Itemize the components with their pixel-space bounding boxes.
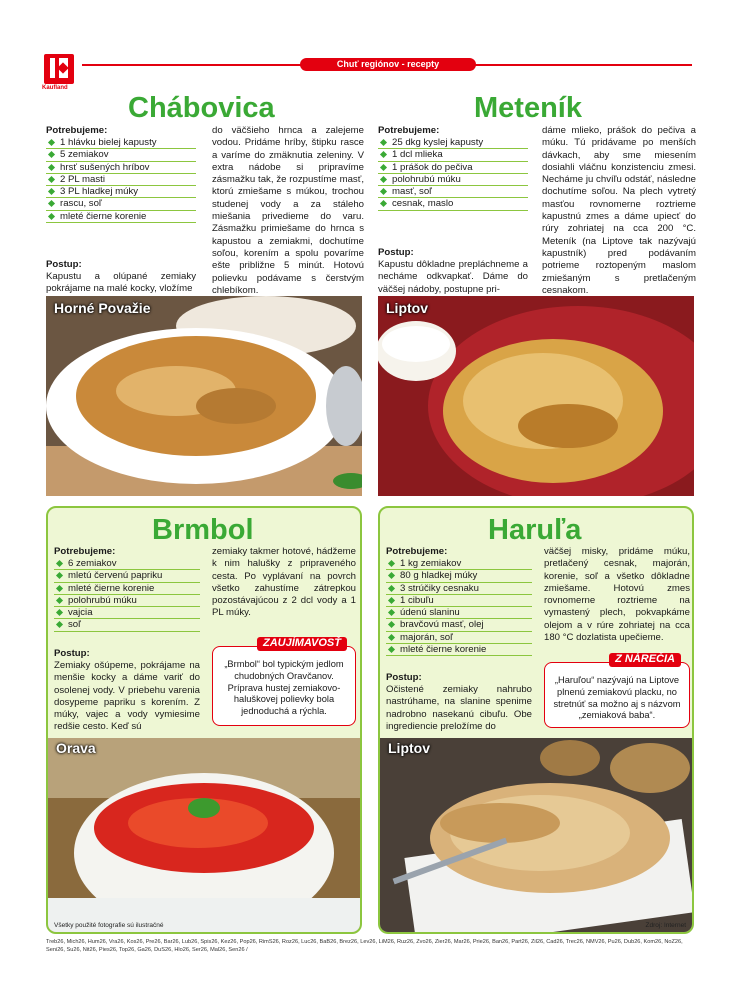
image-source: Zdroj: Internet <box>645 922 686 929</box>
ingredient: bravčovú masť, olej <box>386 619 532 631</box>
callout-box <box>544 653 690 728</box>
ingredient: mleté čierne korenie <box>54 583 200 595</box>
ingredient: mleté čierne korenie <box>46 211 196 223</box>
ingredient: vajcia <box>54 607 200 619</box>
callout-tag: ZAUJÍMAVOSŤ <box>257 637 347 651</box>
method-label: Postup: <box>54 648 90 659</box>
potato-pancake-image <box>378 296 694 496</box>
method-text-continued: zemiaky takmer hotové, hádžeme k nim halušky z pripraveného cesta. Po vyplávaní na povrch všetko zahustíme zátrepkou pozostávajúcou z 2 dcl vody a 1 PL múky. <box>212 546 356 619</box>
ingredient-list <box>54 558 200 632</box>
ingredient: 5 zemiakov <box>46 149 196 161</box>
method-text-continued: väčšej misky, pridáme múku, pretlačený cesnak, majorán, korenie, soľ a všetko dôkladne zmiešame. Hotovú zmes rovnomerne roztrieme na vymastený plech, pokvapkáme olejom a v rúre zohriatej na cca 180 °C dozlatista upečieme. <box>544 546 690 644</box>
recipe-harula <box>378 506 694 934</box>
recipe-chabovica <box>46 86 366 296</box>
ingredient-list <box>378 137 528 211</box>
kaufland-logo <box>44 54 74 84</box>
ingredient: 25 dkg kyslej kapusty <box>378 137 528 149</box>
recipe-metenik <box>378 86 696 296</box>
region-label: Liptov <box>386 300 428 316</box>
ingredient: rascu, soľ <box>46 198 196 210</box>
method-text: Očistené zemiaky nahrubo nastrúhame, na slanine spenime nadrobno nasekanú cibuľu. Obe ingrediencie preložíme do <box>386 684 532 732</box>
region-label: Liptov <box>388 740 430 756</box>
ingredient: 1 cibuľu <box>386 595 532 607</box>
ingredient: 6 zemiakov <box>54 558 200 570</box>
ingredient: soľ <box>54 619 200 631</box>
photo-metenik <box>378 296 694 496</box>
ingredients-label: Potrebujeme: <box>54 546 116 557</box>
method-label: Postup: <box>46 259 82 270</box>
photo-harula <box>380 738 692 932</box>
ingredients-label: Potrebujeme: <box>378 125 440 136</box>
method-text: Zemiaky ošúpeme, pokrájame na menšie kocky a dáme variť do osolenej vody. V priebehu varenia dosypeme papriku s korením. Z múky, vajec a vody vymiesime redšie cesto. Keď sú <box>54 660 200 733</box>
ingredient-list <box>46 137 196 223</box>
red-soup-image <box>48 738 360 932</box>
method-label: Postup: <box>378 247 414 258</box>
callout-tag: Z NÁREČIA <box>609 653 681 667</box>
soup-bowl-image <box>46 296 362 496</box>
callout-box <box>212 637 356 726</box>
store-codes: Treb26, Mich26, Hum26, Vra26, Kos26, Pre26, Bar26, Lub26, Spis26, Kez26, Pop26, RimS26, Roz26, Luc26, BaB26, Brez26, Lev26, LiM26, Ruz26, Zvo26, Zier26, Mar26, Prie26, Ban26, Part26, Zil26, Cad26, Trec26, NMV26, Pu26, Dub26, Kom26, NoZ26, Seni26, Su26, Nit26, Pies26, Top26, Ga26, DuS26, Hlo26, Ser26, Mal26, Sen26 / <box>46 939 683 953</box>
ingredient: majorán, soľ <box>386 632 532 644</box>
ingredient: údenú slaninu <box>386 607 532 619</box>
ingredient: 1 hlávku bielej kapusty <box>46 137 196 149</box>
brand-name: Kaufland <box>42 85 68 91</box>
ingredient: 80 g hladkej múky <box>386 570 532 582</box>
photo-brmbol <box>48 738 360 932</box>
method-text: Kapustu a olúpané zemiaky pokrájame na malé kocky, vložíme <box>46 271 196 295</box>
region-label: Horné Považie <box>54 300 151 316</box>
recipe-title: Brmbol <box>152 514 254 546</box>
ingredient: masť, soľ <box>378 186 528 198</box>
ingredient: 1 kg zemiakov <box>386 558 532 570</box>
callout-text: „Haruľou“ nazývajú na Liptove plnenú zemiakovú placku, no stretnúť sa možno aj s názvom „zemiaková baba“. <box>553 675 681 721</box>
region-label: Orava <box>56 740 96 756</box>
ingredients-label: Potrebujeme: <box>386 546 448 557</box>
method-label: Postup: <box>386 672 422 683</box>
ingredient: hrsť sušených hríbov <box>46 162 196 174</box>
photo-chabovica <box>46 296 362 496</box>
ingredient: 1 dcl mlieka <box>378 149 528 161</box>
ingredient: polohrubú múku <box>378 174 528 186</box>
ingredient: mletú červenú papriku <box>54 570 200 582</box>
potato-flatbread-image <box>380 738 692 932</box>
ingredient: mleté čierne korenie <box>386 644 532 656</box>
ingredient: cesnak, maslo <box>378 198 528 210</box>
callout-text: „Brmbol“ bol typickým jedlom chudobných Oravčanov. Príprava hustej zemiakovo-haluškovej polievky bola jednoduchá a rýchla. <box>224 659 344 717</box>
ingredient: polohrubú múku <box>54 595 200 607</box>
ingredient: 1 prášok do pečiva <box>378 162 528 174</box>
recipe-brmbol <box>46 506 362 934</box>
recipe-title: Chábovica <box>128 92 275 124</box>
photo-disclaimer: Všetky použité fotografie sú ilustračné <box>54 922 164 929</box>
recipe-title: Haruľa <box>488 514 582 546</box>
ingredients-label: Potrebujeme: <box>46 125 108 136</box>
recipe-title: Meteník <box>474 92 582 124</box>
method-text: Kapustu dôkladne prepláchneme a necháme odkvapkať. Dáme do väčšej nádoby, postupne pri- <box>378 259 528 295</box>
method-text-continued: dáme mlieko, prášok do pečiva a múku. Tú pridávame po menších dávkach, aby sme miesením dosiahli vláčnu konzistenciu zmesi. Necháme ju chvíľu odstáť, následne dochutíme soľou. Na plech vytretý masťou rovnomerne roztrieme kapustnú zmes a dáme upiecť do rúry zohriatej na cca 200 °C. Meteník (na Liptove tak nazývajú kapustník) pred podávaním potrieme roztopeným maslom zmiešaným s pretlačeným cesnakom. <box>542 125 696 296</box>
ingredient: 3 strúčiky cesnaku <box>386 583 532 595</box>
method-text-continued: do väčšieho hrnca a zalejeme vodou. Pridáme hríby, štipku rasce a varíme do zmäknutia zeleniny. V extra nádobe si pripravíme zásmažku tak, že rozpustíme masť, ktorú zmiešame s múkou, trochou studenej vody a za stáleho miešania privedieme do varu. Zásmažku primiešame do hrnca s kapustou a zemiakmi, dochutíme soľou, korením a spolu povaríme ešte približne 5 minút. Hotovú polievku podávame s čerstvým chlebíkom. <box>212 125 364 296</box>
ingredient: 3 PL hladkej múky <box>46 186 196 198</box>
section-title: Chuť regiónov - recepty <box>300 58 476 71</box>
ingredient-list <box>386 558 532 656</box>
ingredient: 2 PL masti <box>46 174 196 186</box>
